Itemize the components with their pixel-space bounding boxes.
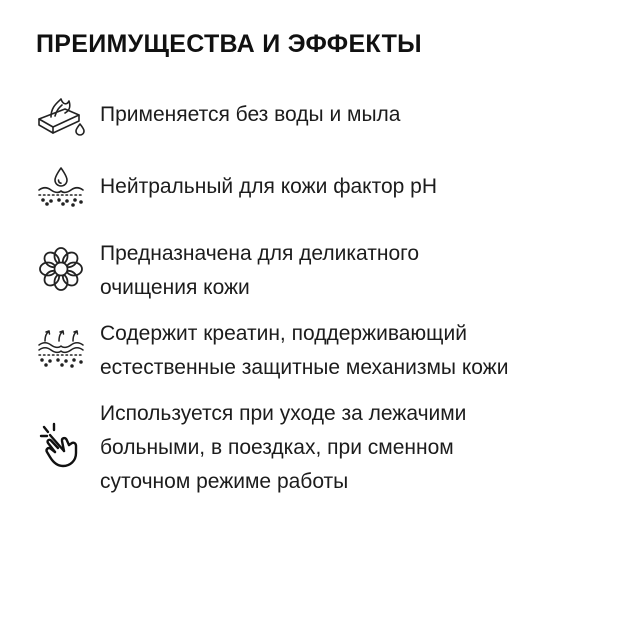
benefit-text-line: Предназначена для деликатного: [100, 242, 420, 265]
benefit-text-line: Применяется без воды и мыла: [100, 103, 401, 126]
page-title: ПРЕИМУЩЕСТВА И ЭФФЕКТЫ: [36, 30, 422, 58]
benefit-text-line: больными, в поездках, при сменном: [100, 436, 454, 459]
wipes-pack-icon: [34, 94, 88, 138]
flower-icon: [34, 247, 88, 291]
benefit-text-line: Используется при уходе за лежачими: [100, 402, 467, 425]
benefit-text-line: Нейтральный для кожи фактор pH: [100, 175, 437, 198]
hand-sparkle-icon: [34, 423, 88, 467]
benefit-text-line: Содержит креатин, поддерживающий: [100, 322, 467, 345]
benefit-text-line: суточном режиме работы: [100, 470, 349, 493]
skin-drop-icon: [34, 164, 88, 208]
skin-layers-icon: [34, 327, 88, 371]
benefit-text-line: естественные защитные механизмы кожи: [100, 356, 509, 379]
benefit-text-line: очищения кожи: [100, 276, 250, 299]
